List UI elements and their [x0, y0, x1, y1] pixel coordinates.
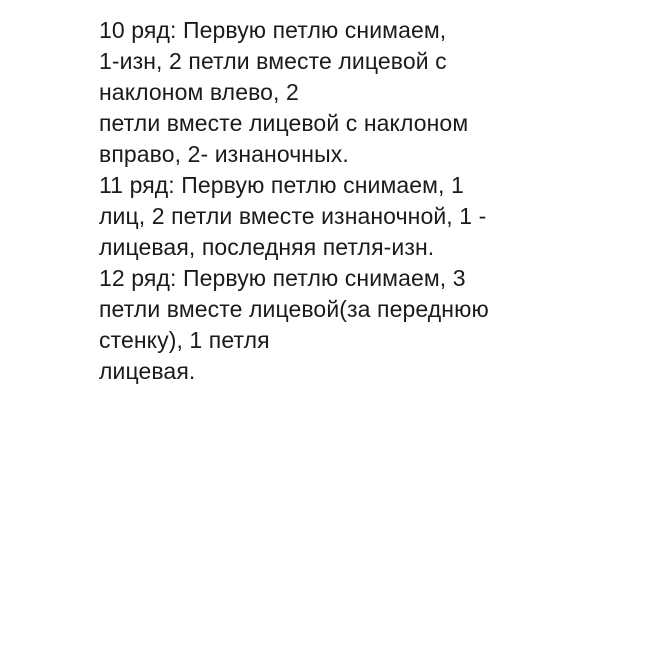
text-line-2: 1-изн, 2 петли вместе лицевой с — [99, 48, 447, 74]
knitting-instructions-text — [99, 15, 619, 387]
text-line-12: лицевая. — [99, 358, 196, 384]
text-line-7: лиц, 2 петли вместе изнаночной, 1 - — [99, 203, 487, 229]
text-line-9: 12 ряд: Первую петлю снимаем, 3 — [99, 265, 466, 291]
text-line-1: 10 ряд: Первую петлю снимаем, — [99, 17, 447, 43]
text-line-6: 11 ряд: Первую петлю снимаем, 1 — [99, 172, 464, 198]
text-line-11: стенку), 1 петля — [99, 327, 270, 353]
text-line-8: лицевая, последняя петля-изн. — [99, 234, 435, 260]
text-line-4: петли вместе лицевой с наклоном — [99, 110, 469, 136]
text-line-3: наклоном влево, 2 — [99, 79, 299, 105]
text-line-5: вправо, 2- изнаночных. — [99, 141, 349, 167]
text-line-10: петли вместе лицевой(за переднюю — [99, 296, 489, 322]
